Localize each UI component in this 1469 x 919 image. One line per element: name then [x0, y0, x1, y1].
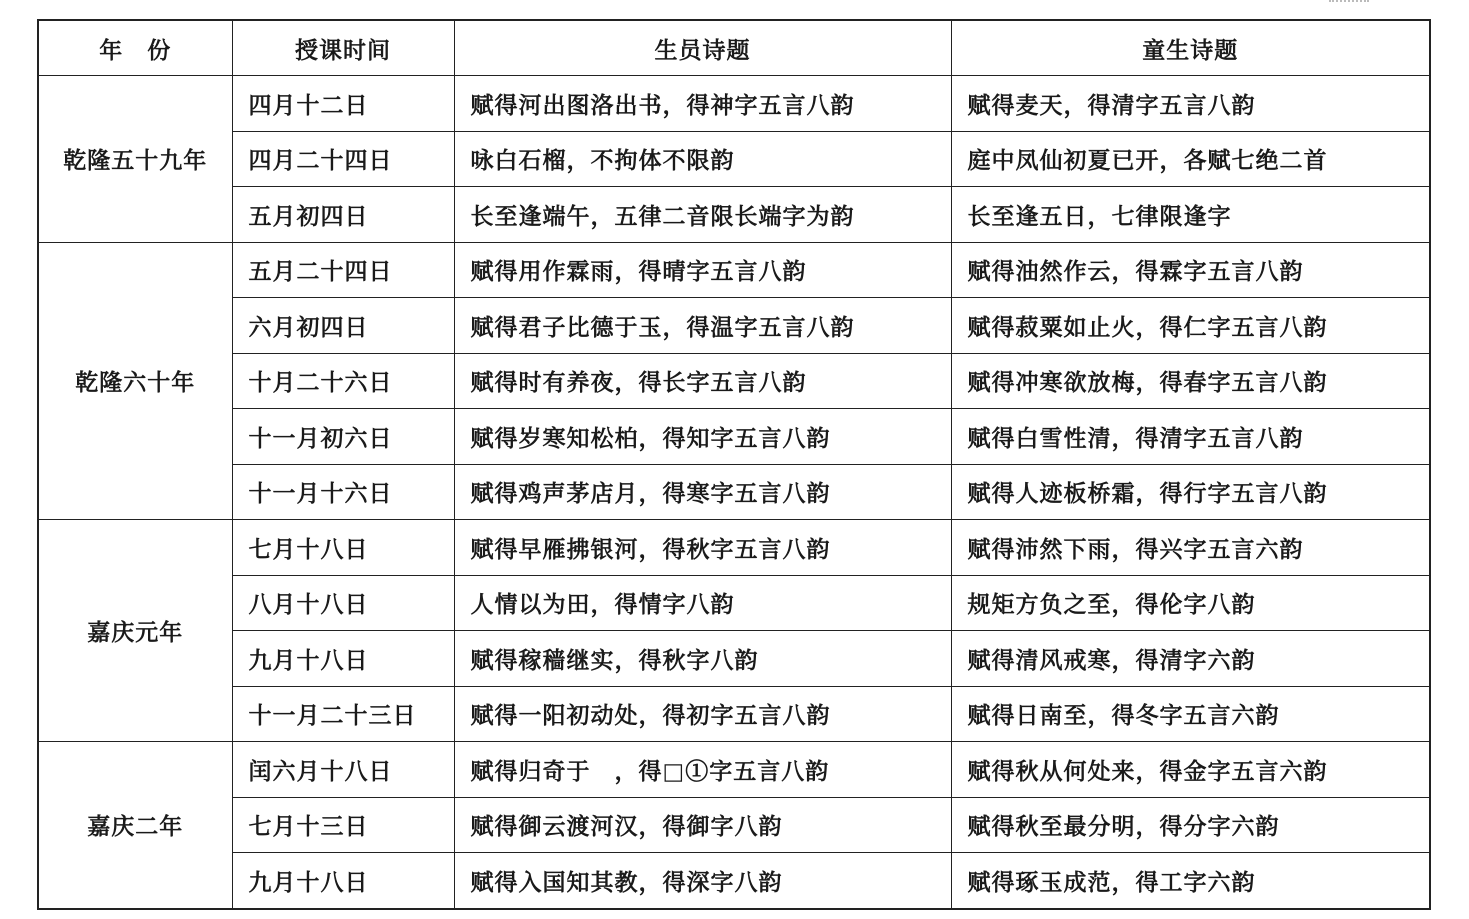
sheng-topic-cell: 赋得鸡声茅店月，得寒字五言八韵 — [454, 464, 951, 520]
table-row — [38, 353, 1430, 409]
tong-topic-cell: 赋得秋从何处来，得金字五言六韵 — [951, 742, 1430, 798]
year-cell: 嘉庆二年 — [38, 742, 232, 909]
sheng-topic-cell: 咏白石榴，不拘体不限韵 — [454, 131, 951, 187]
table-row — [38, 409, 1430, 465]
date-cell: 五月初四日 — [232, 187, 454, 243]
tong-topic-cell: 赋得秋至最分明，得分字六韵 — [951, 797, 1430, 853]
date-cell: 闰六月十八日 — [232, 742, 454, 798]
table-row — [38, 187, 1430, 243]
date-cell: 七月十八日 — [232, 520, 454, 576]
header-row — [38, 20, 1430, 76]
table-row — [38, 853, 1430, 909]
tong-topic-cell: 庭中凤仙初夏已开，各赋七绝二首 — [951, 131, 1430, 187]
date-cell: 十一月十六日 — [232, 464, 454, 520]
tong-topic-cell: 赋得沛然下雨，得兴字五言六韵 — [951, 520, 1430, 576]
sheng-topic-cell: 赋得君子比德于玉，得温字五言八韵 — [454, 298, 951, 354]
sheng-topic-cell: 人情以为田，得情字八韵 — [454, 575, 951, 631]
date-cell: 四月十二日 — [232, 76, 454, 132]
header-year: 年 份 — [38, 20, 232, 76]
date-cell: 四月二十四日 — [232, 131, 454, 187]
table-header — [38, 20, 1430, 76]
date-cell: 九月十八日 — [232, 853, 454, 909]
sheng-topic-cell: 赋得用作霖雨，得晴字五言八韵 — [454, 242, 951, 298]
date-cell: 八月十八日 — [232, 575, 454, 631]
page-corner-mark — [1329, 0, 1369, 6]
sheng-topic-cell: 赋得时有养夜，得长字五言八韵 — [454, 353, 951, 409]
table-row — [38, 242, 1430, 298]
year-cell: 乾隆五十九年 — [38, 76, 232, 243]
poetry-topics-table — [37, 19, 1431, 910]
sheng-topic-cell: 赋得河出图洛出书，得神字五言八韵 — [454, 76, 951, 132]
header-tong-topic: 童生诗题 — [951, 20, 1430, 76]
tong-topic-cell: 赋得油然作云，得霖字五言八韵 — [951, 242, 1430, 298]
header-sheng-topic: 生员诗题 — [454, 20, 951, 76]
year-cell: 嘉庆元年 — [38, 520, 232, 742]
tong-topic-cell: 赋得麦天，得清字五言八韵 — [951, 76, 1430, 132]
sheng-topic-cell: 赋得归奇于 ，得□①字五言八韵 — [454, 742, 951, 798]
tong-topic-cell: 赋得琢玉成范，得工字六韵 — [951, 853, 1430, 909]
sheng-topic-cell: 赋得岁寒知松柏，得知字五言八韵 — [454, 409, 951, 465]
table-row — [38, 797, 1430, 853]
table-body — [38, 76, 1430, 909]
table-row — [38, 520, 1430, 576]
date-cell: 十一月初六日 — [232, 409, 454, 465]
date-cell: 九月十八日 — [232, 631, 454, 687]
date-cell: 十一月二十三日 — [232, 686, 454, 742]
tong-topic-cell: 赋得白雪性清，得清字五言八韵 — [951, 409, 1430, 465]
header-date: 授课时间 — [232, 20, 454, 76]
table-row — [38, 464, 1430, 520]
table-row — [38, 742, 1430, 798]
table-row — [38, 131, 1430, 187]
tong-topic-cell: 规矩方负之至，得伦字八韵 — [951, 575, 1430, 631]
table-row — [38, 298, 1430, 354]
tong-topic-cell: 赋得清风戒寒，得清字六韵 — [951, 631, 1430, 687]
year-cell: 乾隆六十年 — [38, 242, 232, 520]
date-cell: 七月十三日 — [232, 797, 454, 853]
date-cell: 五月二十四日 — [232, 242, 454, 298]
sheng-topic-cell: 赋得入国知其教，得深字八韵 — [454, 853, 951, 909]
table-row — [38, 631, 1430, 687]
table-row — [38, 686, 1430, 742]
tong-topic-cell: 长至逢五日，七律限逢字 — [951, 187, 1430, 243]
date-cell: 十月二十六日 — [232, 353, 454, 409]
table-row — [38, 575, 1430, 631]
tong-topic-cell: 赋得人迹板桥霜，得行字五言八韵 — [951, 464, 1430, 520]
date-cell: 六月初四日 — [232, 298, 454, 354]
sheng-topic-cell: 赋得御云渡河汉，得御字八韵 — [454, 797, 951, 853]
tong-topic-cell: 赋得冲寒欲放梅，得春字五言八韵 — [951, 353, 1430, 409]
tong-topic-cell: 赋得菽粟如止火，得仁字五言八韵 — [951, 298, 1430, 354]
sheng-topic-cell: 赋得稼穑继实，得秋字八韵 — [454, 631, 951, 687]
poetry-topics-table-container — [37, 19, 1431, 910]
tong-topic-cell: 赋得日南至，得冬字五言六韵 — [951, 686, 1430, 742]
sheng-topic-cell: 赋得一阳初动处，得初字五言八韵 — [454, 686, 951, 742]
sheng-topic-cell: 赋得早雁拂银河，得秋字五言八韵 — [454, 520, 951, 576]
table-row — [38, 76, 1430, 132]
sheng-topic-cell: 长至逢端午，五律二音限长端字为韵 — [454, 187, 951, 243]
